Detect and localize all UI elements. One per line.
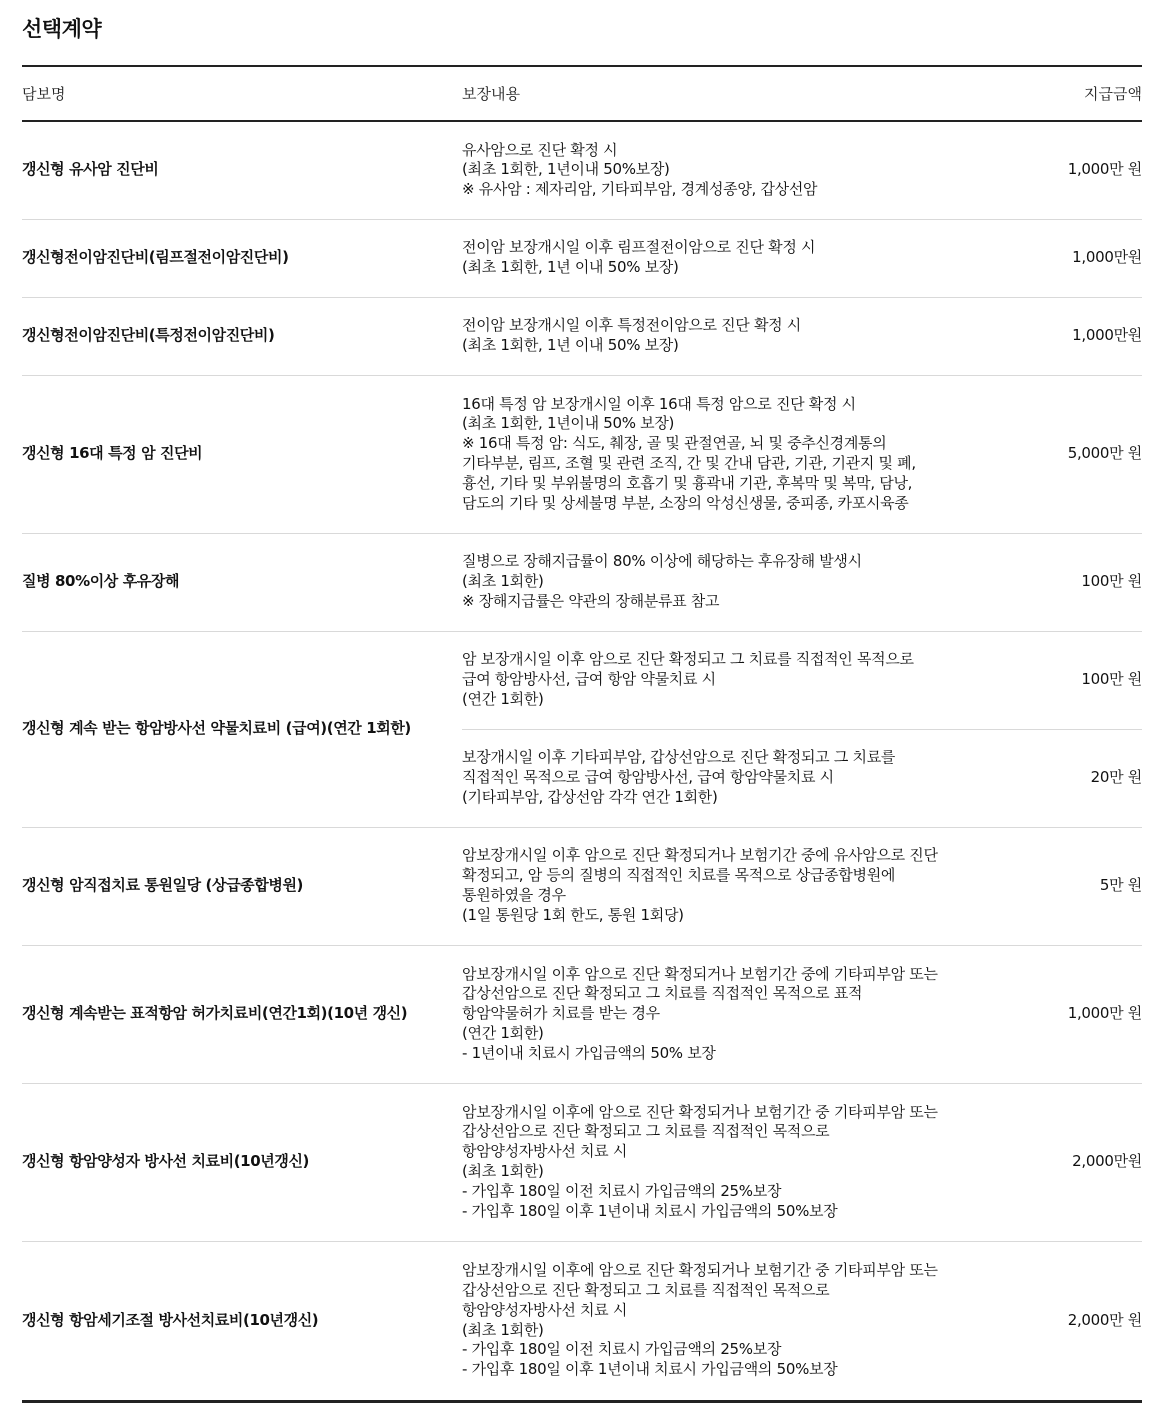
payout-amount: 1,000만원 bbox=[1002, 219, 1142, 297]
coverage-detail: 전이암 보장개시일 이후 림프절전이암으로 진단 확정 시 (최초 1회한, 1년 이내 50% 보장) bbox=[462, 219, 1002, 297]
payout-amount: 5,000만 원 bbox=[1002, 375, 1142, 533]
header-payout-amount: 지급금액 bbox=[1002, 66, 1142, 121]
payout-amount: 100만 원 bbox=[1002, 631, 1142, 729]
table-row bbox=[22, 1241, 1142, 1401]
payout-amount: 2,000만 원 bbox=[1002, 1241, 1142, 1401]
coverage-detail: 질병으로 장해지급률이 80% 이상에 해당하는 후유장해 발생시 (최초 1회한) ※ 장해지급률은 약관의 장해분류표 참고 bbox=[462, 533, 1002, 631]
payout-amount: 1,000만 원 bbox=[1002, 945, 1142, 1083]
payout-amount: 1,000만원 bbox=[1002, 297, 1142, 375]
header-coverage-name: 담보명 bbox=[22, 66, 462, 121]
coverage-detail: 16대 특정 암 보장개시일 이후 16대 특정 암으로 진단 확정 시 (최초 1회한, 1년이내 50% 보장) ※ 16대 특정 암: 식도, 췌장, 골 및 관절연골, 뇌 및 중추신경계통의 기타부분, 림프, 조혈 및 관련 조직, 간 및 간내 담관, 기관, 기관지 및 폐, 흉선, 기타 및 부위불명의 호흡기 및 흉곽내 기관, 후복막 및 복막, 담낭, 담도의 기타 및 상세불명 부분, 소장의 악성신생물, 중피종, 카포시육종 bbox=[462, 375, 1002, 533]
coverage-name: 질병 80%이상 후유장해 bbox=[22, 533, 462, 631]
table-header-row bbox=[22, 66, 1142, 121]
header-coverage-detail: 보장내용 bbox=[462, 66, 1002, 121]
payout-amount: 5만 원 bbox=[1002, 827, 1142, 945]
coverage-name: 갱신형전이암진단비(특정전이암진단비) bbox=[22, 297, 462, 375]
coverage-name: 갱신형 유사암 진단비 bbox=[22, 121, 462, 219]
payout-amount: 2,000만원 bbox=[1002, 1083, 1142, 1241]
table-row bbox=[22, 121, 1142, 219]
coverage-name: 갱신형 계속 받는 항암방사선 약물치료비 (급여)(연간 1회한) bbox=[22, 631, 462, 827]
payout-amount: 1,000만 원 bbox=[1002, 121, 1142, 219]
coverage-name: 갱신형 계속받는 표적항암 허가치료비(연간1회)(10년 갱신) bbox=[22, 945, 462, 1083]
coverage-detail: 전이암 보장개시일 이후 특정전이암으로 진단 확정 시 (최초 1회한, 1년 이내 50% 보장) bbox=[462, 297, 1002, 375]
table-row bbox=[22, 375, 1142, 533]
coverage-detail: 암보장개시일 이후 암으로 진단 확정되거나 보험기간 중에 유사암으로 진단 확정되고, 암 등의 질병의 직접적인 치료를 목적으로 상급종합병원에 통원하였을 경우 (1일 통원당 1회 한도, 통원 1회당) bbox=[462, 827, 1002, 945]
coverage-detail: 암보장개시일 이후에 암으로 진단 확정되거나 보험기간 중 기타피부암 또는 갑상선암으로 진단 확정되고 그 치료를 직접적인 목적으로 항암양성자방사선 치료 시 (최초 1회한) - 가입후 180일 이전 치료시 가입금액의 25%보장 - 가입후 180일 이후 1년이내 치료시 가입금액의 50%보장 bbox=[462, 1083, 1002, 1241]
table-row bbox=[22, 533, 1142, 631]
coverage-name: 갱신형 항암양성자 방사선 치료비(10년갱신) bbox=[22, 1083, 462, 1241]
table-row bbox=[22, 1083, 1142, 1241]
payout-amount: 20만 원 bbox=[1002, 729, 1142, 827]
table-row bbox=[22, 631, 1142, 729]
section-title: 선택계약 bbox=[22, 17, 102, 41]
coverage-detail: 유사암으로 진단 확정 시 (최초 1회한, 1년이내 50%보장) ※ 유사암 : 제자리암, 기타피부암, 경계성종양, 갑상선암 bbox=[462, 121, 1002, 219]
table-row bbox=[22, 945, 1142, 1083]
coverage-name: 갱신형 16대 특정 암 진단비 bbox=[22, 375, 462, 533]
coverage-name: 갱신형 항암세기조절 방사선치료비(10년갱신) bbox=[22, 1241, 462, 1401]
coverage-name: 갱신형전이암진단비(림프절전이암진단비) bbox=[22, 219, 462, 297]
table-row bbox=[22, 827, 1142, 945]
coverage-name: 갱신형 암직접치료 통원일당 (상급종합병원) bbox=[22, 827, 462, 945]
coverage-detail: 암 보장개시일 이후 암으로 진단 확정되고 그 치료를 직접적인 목적으로 급여 항암방사선, 급여 항암 약물치료 시 (연간 1회한) bbox=[462, 631, 1002, 729]
table-row bbox=[22, 297, 1142, 375]
coverage-table bbox=[22, 65, 1142, 1403]
payout-amount: 100만 원 bbox=[1002, 533, 1142, 631]
coverage-detail: 암보장개시일 이후에 암으로 진단 확정되거나 보험기간 중 기타피부암 또는 갑상선암으로 진단 확정되고 그 치료를 직접적인 목적으로 항암양성자방사선 치료 시 (최초 1회한) - 가입후 180일 이전 치료시 가입금액의 25%보장 - 가입후 180일 이후 1년이내 치료시 가입금액의 50%보장 bbox=[462, 1241, 1002, 1401]
coverage-detail: 보장개시일 이후 기타피부암, 갑상선암으로 진단 확정되고 그 치료를 직접적인 목적으로 급여 항암방사선, 급여 항암약물치료 시 (기타피부암, 갑상선암 각각 연간 1회한) bbox=[462, 729, 1002, 827]
coverage-detail: 암보장개시일 이후 암으로 진단 확정되거나 보험기간 중에 기타피부암 또는 갑상선암으로 진단 확정되고 그 치료를 직접적인 목적으로 표적 항암약물허가 치료를 받는 경우 (연간 1회한) - 1년이내 치료시 가입금액의 50% 보장 bbox=[462, 945, 1002, 1083]
table-row bbox=[22, 219, 1142, 297]
